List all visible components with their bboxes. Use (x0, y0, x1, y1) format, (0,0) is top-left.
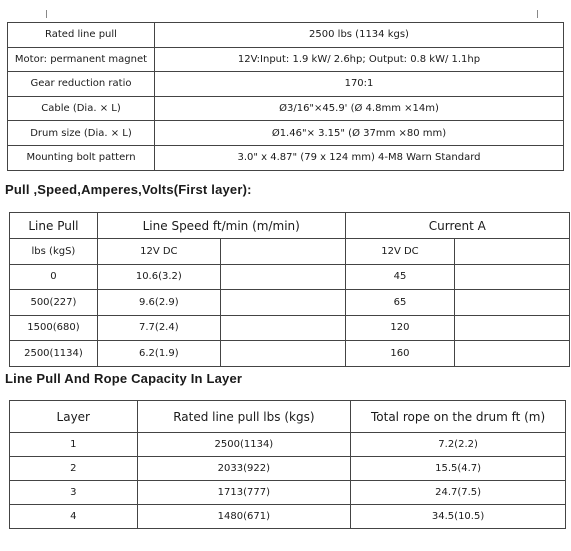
performance-table (9, 212, 570, 367)
table-row (10, 505, 566, 529)
empty-cell (455, 290, 570, 316)
layer-cell: 4 (10, 505, 138, 529)
line-pull-cell: 500(227) (10, 290, 98, 316)
col-header-total-rope: Total rope on the drum ft (m) (351, 401, 566, 433)
table-header-row (10, 213, 570, 239)
table-row (8, 72, 564, 97)
rated-pull-cell: 2033(922) (137, 457, 351, 481)
rope-capacity-table (9, 400, 566, 529)
col-header-current: Current A (345, 213, 569, 239)
layer-cell: 2 (10, 457, 138, 481)
table-row (8, 121, 564, 146)
spec-label: Rated line pull (8, 23, 155, 48)
spec-value: Ø1.46"× 3.15" (Ø 37mm ×80 mm) (155, 121, 564, 146)
speed-voltage: 12V DC (97, 239, 220, 265)
empty-cell (220, 239, 345, 265)
rated-pull-cell: 1480(671) (137, 505, 351, 529)
table-header-row (10, 401, 566, 433)
line-speed-cell: 10.6(3.2) (97, 264, 220, 290)
col-header-layer: Layer (10, 401, 138, 433)
col-header-line-speed: Line Speed ft/min (m/min) (97, 213, 345, 239)
current-cell: 65 (345, 290, 455, 316)
rated-pull-cell: 1713(777) (137, 481, 351, 505)
layer-cell: 3 (10, 481, 138, 505)
empty-cell (455, 315, 570, 341)
table-row (8, 96, 564, 121)
line-pull-cell: 1500(680) (10, 315, 98, 341)
total-rope-cell: 34.5(10.5) (351, 505, 566, 529)
table-row (10, 341, 570, 367)
current-cell: 45 (345, 264, 455, 290)
spec-label: Motor: permanent magnet (8, 47, 155, 72)
table-row (10, 315, 570, 341)
empty-cell (220, 290, 345, 316)
col-header-rated-pull: Rated line pull lbs (kgs) (137, 401, 351, 433)
table-row (10, 457, 566, 481)
spec-label: Drum size (Dia. × L) (8, 121, 155, 146)
table-row (10, 433, 566, 457)
table-row (10, 290, 570, 316)
ruler-tick-right (537, 10, 538, 18)
current-cell: 160 (345, 341, 455, 367)
table-row (8, 23, 564, 48)
ruler-tick-left (46, 10, 47, 18)
col-header-line-pull: Line Pull (10, 213, 98, 239)
total-rope-cell: 24.7(7.5) (351, 481, 566, 505)
spec-label: Cable (Dia. × L) (8, 96, 155, 121)
empty-cell (455, 264, 570, 290)
spec-value: Ø3/16"×45.9' (Ø 4.8mm ×14m) (155, 96, 564, 121)
specifications-table (7, 22, 564, 171)
empty-cell (220, 264, 345, 290)
table-row (8, 145, 564, 170)
table-row (10, 264, 570, 290)
total-rope-cell: 15.5(4.7) (351, 457, 566, 481)
empty-cell (220, 315, 345, 341)
total-rope-cell: 7.2(2.2) (351, 433, 566, 457)
spec-value: 12V:Input: 1.9 kW/ 2.6hp; Output: 0.8 kW/ 1.1hp (155, 47, 564, 72)
layer-cell: 1 (10, 433, 138, 457)
empty-cell (220, 341, 345, 367)
performance-heading: Pull ,Speed,Amperes,Volts(First layer): (5, 182, 252, 197)
current-voltage: 12V DC (345, 239, 455, 265)
spec-label: Gear reduction ratio (8, 72, 155, 97)
line-pull-cell: 2500(1134) (10, 341, 98, 367)
spec-label: Mounting bolt pattern (8, 145, 155, 170)
spec-value: 170:1 (155, 72, 564, 97)
line-pull-cell: 0 (10, 264, 98, 290)
spec-value: 3.0" x 4.87" (79 x 124 mm) 4-M8 Warn Standard (155, 145, 564, 170)
table-subheader-row (10, 239, 570, 265)
line-speed-cell: 7.7(2.4) (97, 315, 220, 341)
empty-cell (455, 239, 570, 265)
rated-pull-cell: 2500(1134) (137, 433, 351, 457)
line-speed-cell: 9.6(2.9) (97, 290, 220, 316)
line-speed-cell: 6.2(1.9) (97, 341, 220, 367)
spec-value: 2500 lbs (1134 kgs) (155, 23, 564, 48)
table-row (10, 481, 566, 505)
table-row (8, 47, 564, 72)
unit-line-pull: lbs (kgS) (10, 239, 98, 265)
current-cell: 120 (345, 315, 455, 341)
empty-cell (455, 341, 570, 367)
capacity-heading: Line Pull And Rope Capacity In Layer (5, 371, 243, 386)
